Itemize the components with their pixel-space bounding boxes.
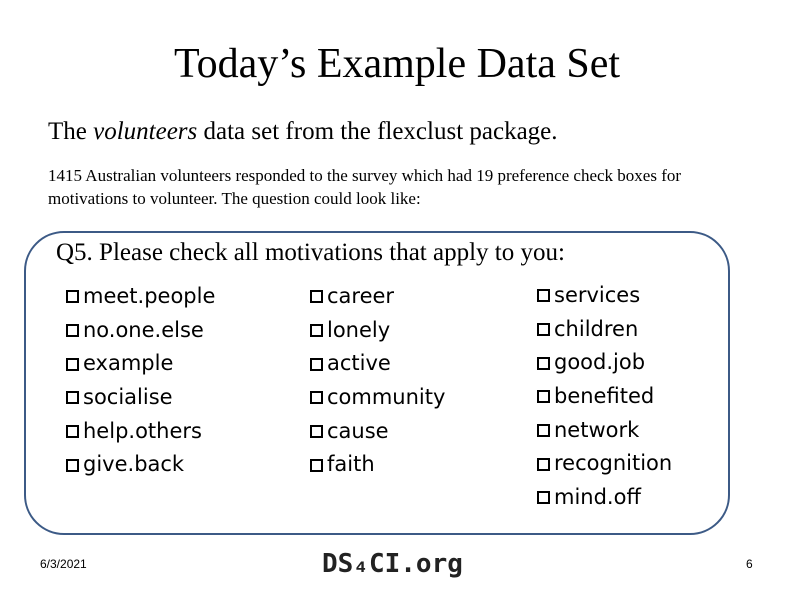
checkbox-item[interactable] <box>66 380 215 414</box>
checkbox-label: cause <box>327 418 389 443</box>
checkbox-item[interactable] <box>537 480 672 514</box>
checkbox-icon[interactable] <box>537 491 550 504</box>
checkbox-label: community <box>327 384 446 409</box>
checkbox-item[interactable] <box>537 413 672 447</box>
checkbox-label: faith <box>327 452 375 477</box>
checkbox-icon[interactable] <box>537 357 550 370</box>
footer-date: 6/3/2021 <box>40 557 87 571</box>
checkbox-label: lonely <box>327 317 391 342</box>
checkbox-item[interactable] <box>66 279 215 313</box>
checkbox-item[interactable] <box>537 379 672 413</box>
checkbox-label: active <box>327 351 391 376</box>
checkbox-label: good.job <box>554 350 646 375</box>
dataset-name: volunteers <box>93 118 198 145</box>
checkbox-column-2 <box>310 279 445 481</box>
intro-text <box>48 116 558 148</box>
checkbox-icon[interactable] <box>66 391 79 404</box>
intro-suffix: data set from the flexclust package. <box>197 118 558 145</box>
checkbox-item[interactable] <box>310 313 445 347</box>
checkbox-icon[interactable] <box>537 390 550 403</box>
checkbox-item[interactable] <box>310 346 445 380</box>
checkbox-item[interactable] <box>310 447 445 481</box>
checkbox-icon[interactable] <box>310 391 323 404</box>
checkbox-column-3 <box>537 278 672 514</box>
checkbox-icon[interactable] <box>66 358 79 371</box>
checkbox-label: meet.people <box>83 283 216 308</box>
checkbox-icon[interactable] <box>537 323 550 336</box>
checkbox-label: help.others <box>83 418 202 443</box>
checkbox-label: benefited <box>554 383 655 408</box>
checkbox-icon[interactable] <box>310 324 323 337</box>
checkbox-item[interactable] <box>310 380 445 414</box>
checkbox-icon[interactable] <box>537 424 550 437</box>
checkbox-icon[interactable] <box>66 324 79 337</box>
checkbox-icon[interactable] <box>310 358 323 371</box>
checkbox-label: socialise <box>83 384 173 409</box>
checkbox-item[interactable] <box>66 313 215 347</box>
checkbox-item[interactable] <box>310 414 445 448</box>
checkbox-icon[interactable] <box>310 459 323 472</box>
checkbox-item[interactable] <box>537 312 672 346</box>
checkbox-column-1 <box>66 279 215 481</box>
checkbox-label: recognition <box>554 451 673 476</box>
checkbox-label: no.one.else <box>83 317 204 342</box>
checkbox-icon[interactable] <box>66 425 79 438</box>
footer-logo: DS₄CI.org <box>322 549 463 579</box>
checkbox-item[interactable] <box>310 279 445 313</box>
slide-title: Today’s Example Data Set <box>173 41 621 87</box>
question-text: Q5. Please check all motivations that apply to you: <box>52 236 569 270</box>
checkbox-icon[interactable] <box>537 289 550 302</box>
checkbox-item[interactable] <box>66 414 215 448</box>
checkbox-icon[interactable] <box>66 290 79 303</box>
checkbox-label: give.back <box>83 452 185 477</box>
checkbox-label: mind.off <box>554 484 641 509</box>
checkbox-item[interactable] <box>66 447 215 481</box>
checkbox-icon[interactable] <box>537 458 550 471</box>
checkbox-label: network <box>554 417 640 442</box>
intro-prefix: The <box>48 118 94 145</box>
checkbox-label: services <box>554 282 641 307</box>
checkbox-label: children <box>554 316 639 341</box>
page-number: 6 <box>746 557 753 571</box>
description-text: 1415 Australian volunteers responded to the survey which had 19 preference check boxes for motivations to volunteer. The question could look like: <box>48 166 682 208</box>
checkbox-item[interactable] <box>537 278 672 312</box>
checkbox-icon[interactable] <box>310 425 323 438</box>
checkbox-label: example <box>83 351 174 376</box>
checkbox-icon[interactable] <box>66 459 79 472</box>
checkbox-item[interactable] <box>537 345 672 379</box>
checkbox-item[interactable] <box>66 346 215 380</box>
checkbox-icon[interactable] <box>310 290 323 303</box>
checkbox-label: career <box>327 283 395 308</box>
checkbox-item[interactable] <box>537 446 672 480</box>
